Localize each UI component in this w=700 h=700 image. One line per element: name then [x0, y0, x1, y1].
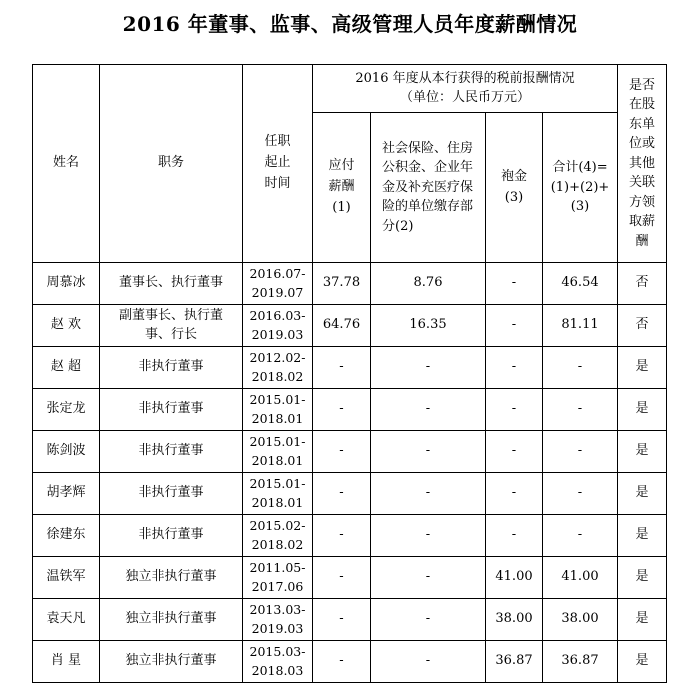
cell-name: 张定龙 [33, 389, 100, 431]
cell-related-party: 否 [618, 305, 667, 347]
term-end: 2018.01 [251, 452, 304, 468]
position-text: 非执行董事 [138, 359, 204, 375]
term-end: 2018.01 [251, 410, 304, 426]
cell-related-party: 是 [618, 389, 667, 431]
cell-fee: - [486, 263, 543, 305]
cell-insurance: - [371, 389, 486, 431]
term-start: 2015.01- [249, 476, 306, 492]
table-header [33, 65, 667, 263]
cell-name: 陈剑波 [33, 431, 100, 473]
cell-total: - [543, 473, 618, 515]
cell-term [243, 347, 313, 389]
cell-name: 袁天凡 [33, 599, 100, 641]
table-row [33, 599, 667, 641]
cell-insurance: - [371, 515, 486, 557]
cell-insurance: 16.35 [371, 305, 486, 347]
term-end: 2018.02 [251, 368, 304, 384]
table-row [33, 557, 667, 599]
cell-position [100, 473, 243, 515]
term-start: 2016.03- [249, 308, 306, 324]
position-text: 非执行董事 [138, 443, 204, 459]
term-start: 2011.05- [249, 560, 306, 576]
cell-total: 36.87 [543, 641, 618, 683]
term-start: 2015.01- [249, 392, 306, 408]
term-end: 2018.01 [251, 494, 304, 510]
cell-total: 46.54 [543, 263, 618, 305]
cell-fee: - [486, 389, 543, 431]
cell-position [100, 305, 243, 347]
term-end: 2018.03 [251, 662, 304, 678]
cell-related-party: 是 [618, 557, 667, 599]
cell-fee: 38.00 [486, 599, 543, 641]
position-text: 副董事长、执行董事、行长 [118, 307, 223, 342]
cell-term [243, 389, 313, 431]
position-text: 独立非执行董事 [125, 611, 217, 627]
header-name: 姓名 [33, 65, 100, 263]
cell-fee: - [486, 347, 543, 389]
term-start: 2013.03- [249, 602, 306, 618]
cell-term [243, 431, 313, 473]
cell-salary: 64.76 [313, 305, 371, 347]
cell-name: 胡孝辉 [33, 473, 100, 515]
cell-name: 赵 欢 [33, 305, 100, 347]
position-text: 非执行董事 [138, 401, 204, 417]
cell-total: 38.00 [543, 599, 618, 641]
cell-insurance: - [371, 557, 486, 599]
cell-salary: 37.78 [313, 263, 371, 305]
cell-name: 赵 超 [33, 347, 100, 389]
cell-term [243, 263, 313, 305]
cell-position [100, 263, 243, 305]
cell-fee: - [486, 515, 543, 557]
position-text: 独立非执行董事 [125, 569, 217, 585]
term-end: 2019.03 [251, 620, 304, 636]
cell-term [243, 599, 313, 641]
term-start: 2016.07- [249, 266, 306, 282]
cell-total: 41.00 [543, 557, 618, 599]
cell-related-party: 是 [618, 515, 667, 557]
cell-salary: - [313, 431, 371, 473]
table-row [33, 641, 667, 683]
header-related-party: 是否在股东单位或其他关联方领取薪酬 [618, 65, 667, 263]
cell-insurance: - [371, 473, 486, 515]
table-row [33, 515, 667, 557]
position-text: 非执行董事 [138, 527, 204, 543]
term-start: 2015.02- [249, 518, 306, 534]
term-end: 2017.06 [251, 578, 304, 594]
cell-total: 81.11 [543, 305, 618, 347]
cell-term [243, 515, 313, 557]
cell-position [100, 641, 243, 683]
term-start: 2012.02- [249, 350, 306, 366]
term-end: 2019.07 [251, 284, 304, 300]
header-insurance: 社会保险、住房公积金、企业年金及补充医疗保险的单位缴存部分(2) [371, 113, 486, 263]
cell-name: 肖 星 [33, 641, 100, 683]
term-start: 2015.01- [249, 434, 306, 450]
cell-position [100, 347, 243, 389]
cell-total: - [543, 431, 618, 473]
header-pretax-group: 2016 年度从本行获得的税前报酬情况（单位：人民币万元） [313, 65, 618, 113]
cell-related-party: 否 [618, 263, 667, 305]
cell-insurance: - [371, 431, 486, 473]
cell-fee: 41.00 [486, 557, 543, 599]
table-row [33, 473, 667, 515]
cell-insurance: - [371, 347, 486, 389]
table-row [33, 305, 667, 347]
term-end: 2018.02 [251, 536, 304, 552]
cell-term [243, 473, 313, 515]
cell-fee: - [486, 305, 543, 347]
cell-salary: - [313, 473, 371, 515]
position-text: 董事长、执行董事 [118, 275, 223, 291]
position-text: 独立非执行董事 [125, 653, 217, 669]
position-text: 非执行董事 [138, 485, 204, 501]
cell-related-party: 是 [618, 473, 667, 515]
header-salary: 应付薪酬(1) [313, 113, 371, 263]
header-position: 职务 [100, 65, 243, 263]
cell-related-party: 是 [618, 599, 667, 641]
header-term: 任职起止时间 [243, 65, 313, 263]
cell-total: - [543, 347, 618, 389]
cell-name: 温铁军 [33, 557, 100, 599]
cell-position [100, 515, 243, 557]
cell-insurance: - [371, 599, 486, 641]
cell-position [100, 389, 243, 431]
cell-salary: - [313, 347, 371, 389]
cell-fee: - [486, 431, 543, 473]
cell-related-party: 是 [618, 431, 667, 473]
cell-total: - [543, 389, 618, 431]
table-row [33, 347, 667, 389]
table-body [33, 263, 667, 683]
cell-salary: - [313, 557, 371, 599]
cell-related-party: 是 [618, 641, 667, 683]
cell-name: 周慕冰 [33, 263, 100, 305]
cell-fee: 36.87 [486, 641, 543, 683]
cell-salary: - [313, 515, 371, 557]
cell-salary: - [313, 641, 371, 683]
cell-total: - [543, 515, 618, 557]
table-row [33, 389, 667, 431]
cell-fee: - [486, 473, 543, 515]
cell-term [243, 305, 313, 347]
cell-insurance: - [371, 641, 486, 683]
term-start: 2015.03- [249, 644, 306, 660]
header-total: 合计(4)=(1)+(2)+(3) [543, 113, 618, 263]
cell-term [243, 641, 313, 683]
table-row [33, 431, 667, 473]
cell-salary: - [313, 599, 371, 641]
page-title: 2016 年董事、监事、高级管理人员年度薪酬情况 [122, 12, 578, 36]
cell-related-party: 是 [618, 347, 667, 389]
cell-insurance: 8.76 [371, 263, 486, 305]
cell-term [243, 557, 313, 599]
cell-position [100, 557, 243, 599]
cell-position [100, 599, 243, 641]
table-row [33, 263, 667, 305]
cell-salary: - [313, 389, 371, 431]
cell-name: 徐建东 [33, 515, 100, 557]
header-fee: 袍金(3) [486, 113, 543, 263]
cell-position [100, 431, 243, 473]
term-end: 2019.03 [251, 326, 304, 342]
compensation-table [32, 64, 667, 683]
